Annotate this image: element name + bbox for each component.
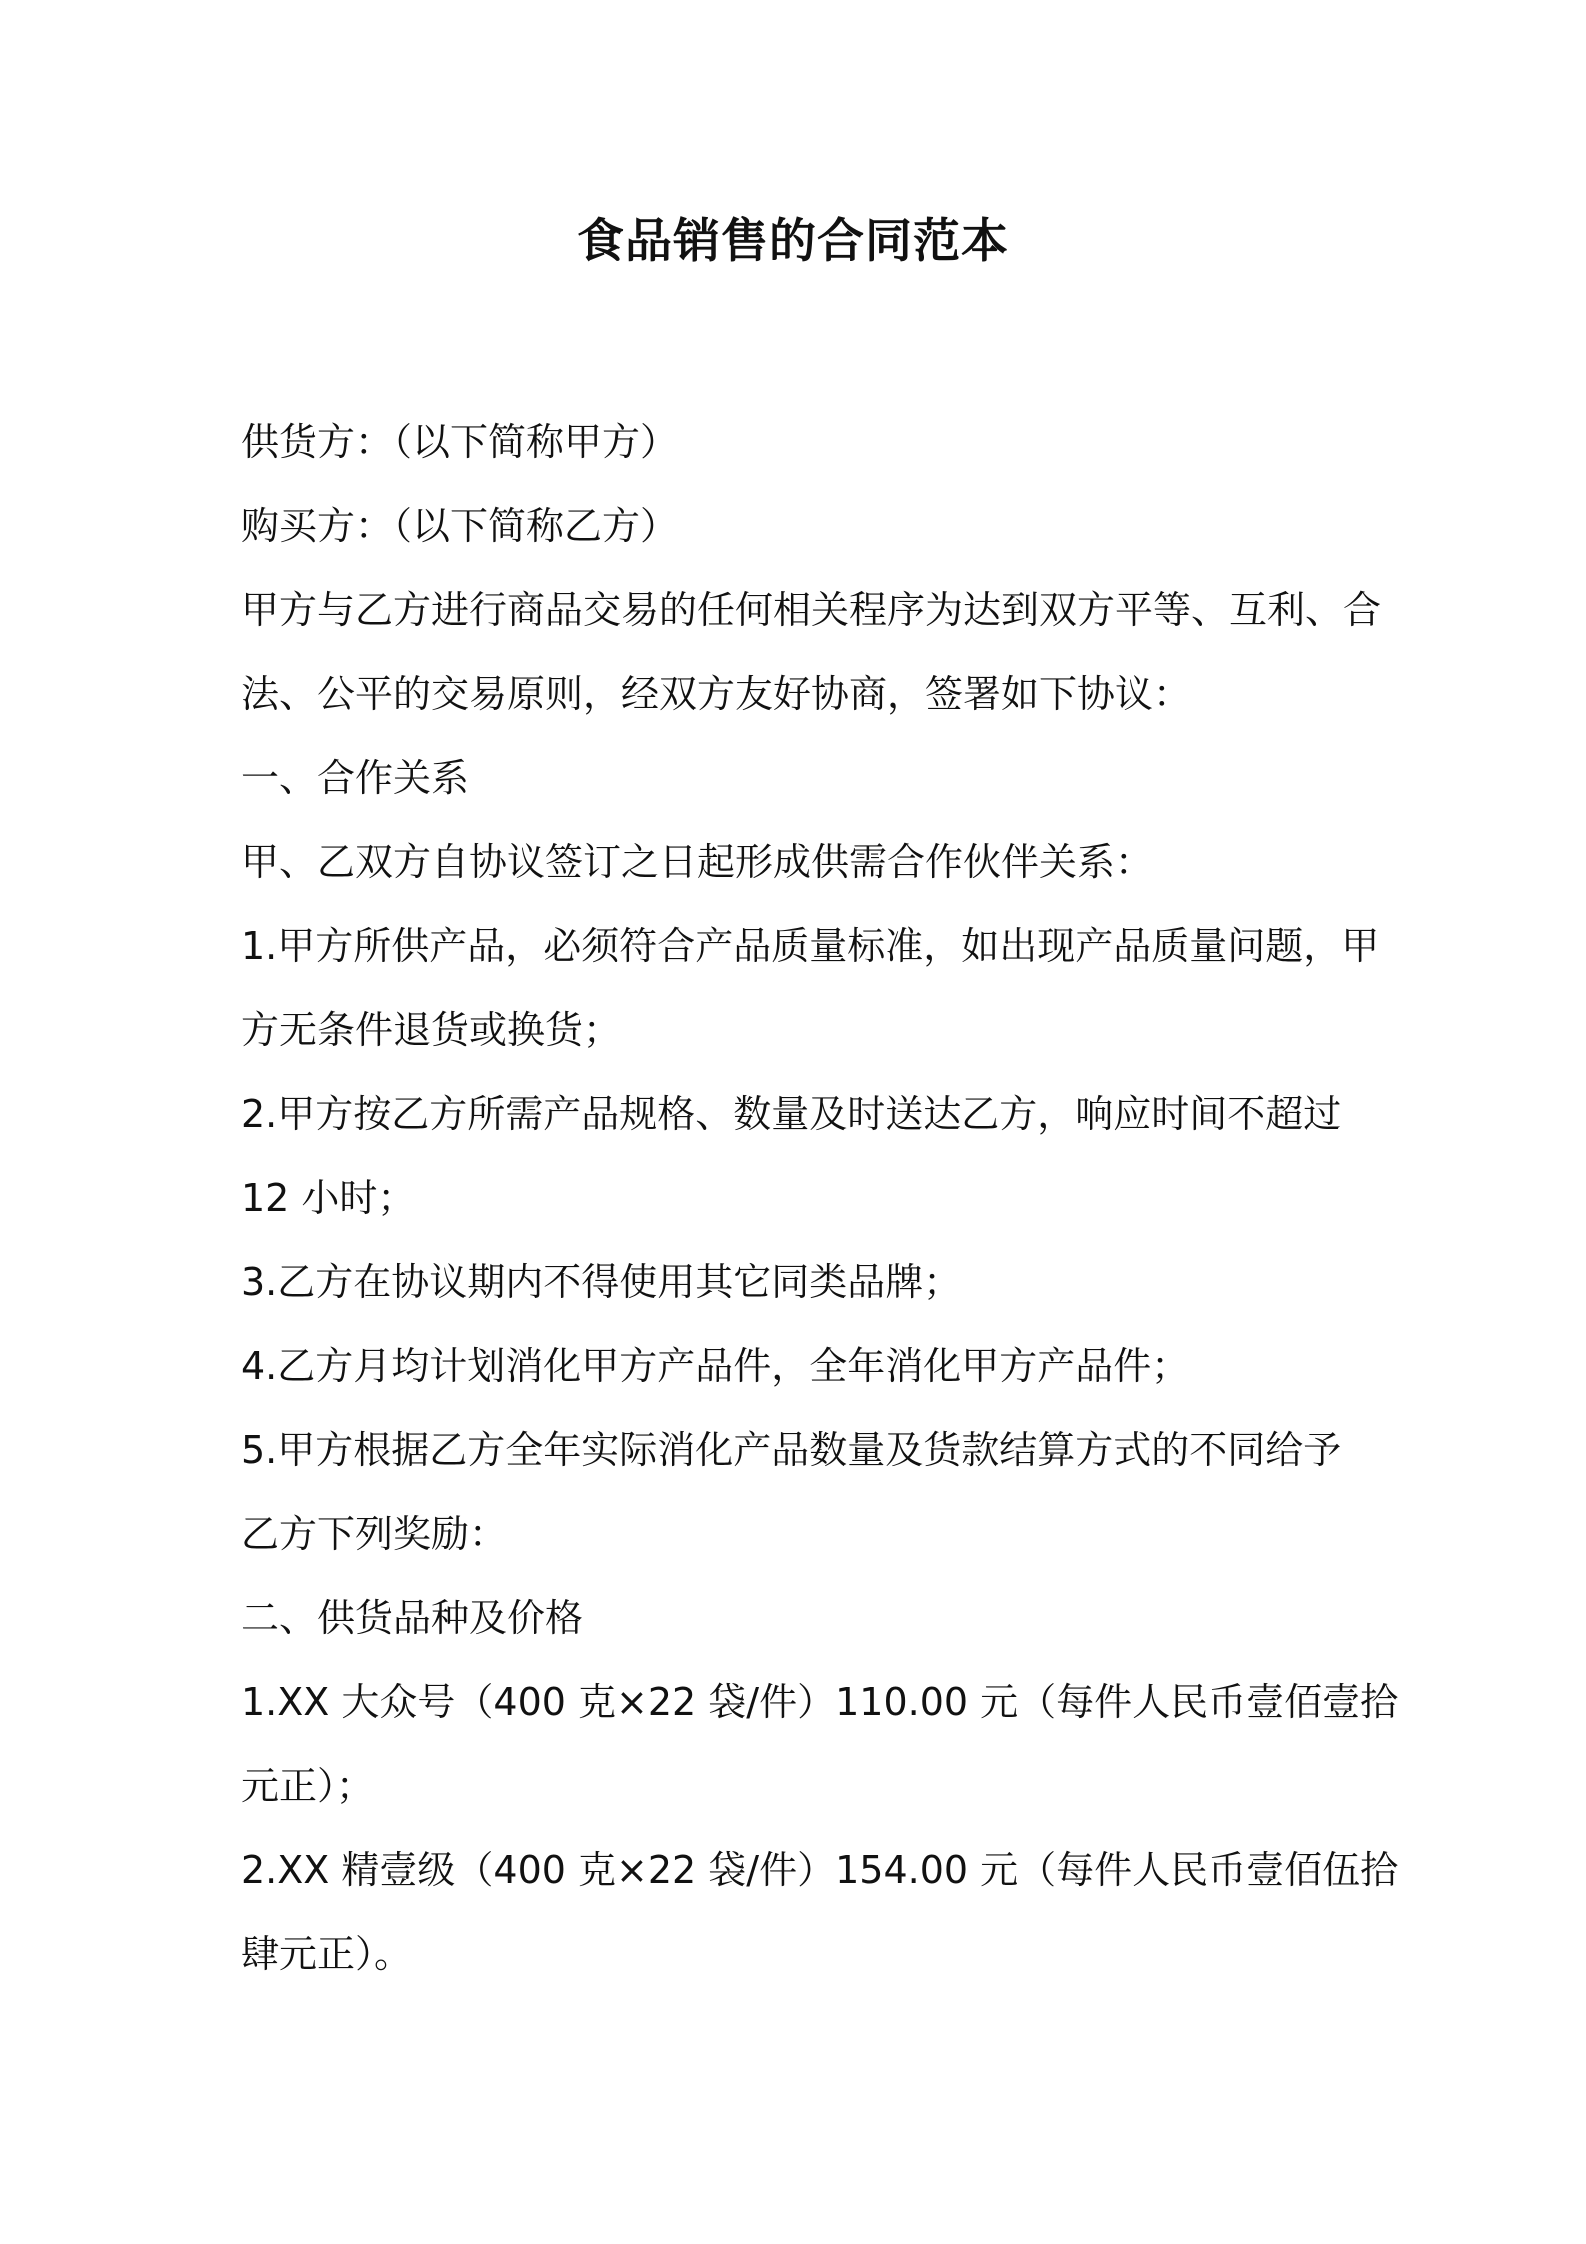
section-heading-cooperation: 一、合作关系 [241, 756, 470, 800]
clause-1-line-1: 1.甲方所供产品，必须符合产品质量标准，如出现产品质量问题，甲 [241, 924, 1380, 968]
clause-2-line-1: 2.甲方按乙方所需产品规格、数量及时送达乙方，响应时间不超过 [241, 1092, 1342, 1136]
supplier-line: 供货方：（以下简称甲方） [241, 420, 679, 464]
clause-2-line-2: 12 小时； [241, 1176, 416, 1220]
cooperation-intro-line: 甲、乙双方自协议签订之日起形成供需合作伙伴关系： [241, 840, 1154, 884]
clause-5-line-1: 5.甲方根据乙方全年实际消化产品数量及货款结算方式的不同给予 [241, 1428, 1342, 1472]
clause-3-line: 3.乙方在协议期内不得使用其它同类品牌； [241, 1260, 962, 1304]
section-heading-products: 二、供货品种及价格 [241, 1596, 584, 1640]
clause-1-line-2: 方无条件退货或换货； [241, 1008, 622, 1052]
buyer-line: 购买方：（以下简称乙方） [241, 504, 679, 548]
product-1-line-2: 元正）； [241, 1764, 375, 1808]
intro-paragraph-line-2: 法、公平的交易原则，经双方友好协商，签署如下协议： [241, 672, 1192, 716]
document-body [241, 400, 1399, 1996]
document-title: 食品销售的合同范本 [577, 214, 1009, 269]
intro-paragraph-line-1: 甲方与乙方进行商品交易的任何相关程序为达到双方平等、互利、合 [241, 588, 1382, 632]
clause-5-line-2: 乙方下列奖励： [241, 1512, 508, 1556]
product-2-line-1: 2.XX 精壹级（400 克×22 袋/件）154.00 元（每件人民币壹佰伍拾 [241, 1848, 1399, 1892]
product-2-line-2: 肆元正）。 [241, 1932, 413, 1976]
product-1-line-1: 1.XX 大众号（400 克×22 袋/件）110.00 元（每件人民币壹佰壹拾 [241, 1680, 1399, 1724]
clause-4-line: 4.乙方月均计划消化甲方产品件，全年消化甲方产品件； [241, 1344, 1190, 1388]
